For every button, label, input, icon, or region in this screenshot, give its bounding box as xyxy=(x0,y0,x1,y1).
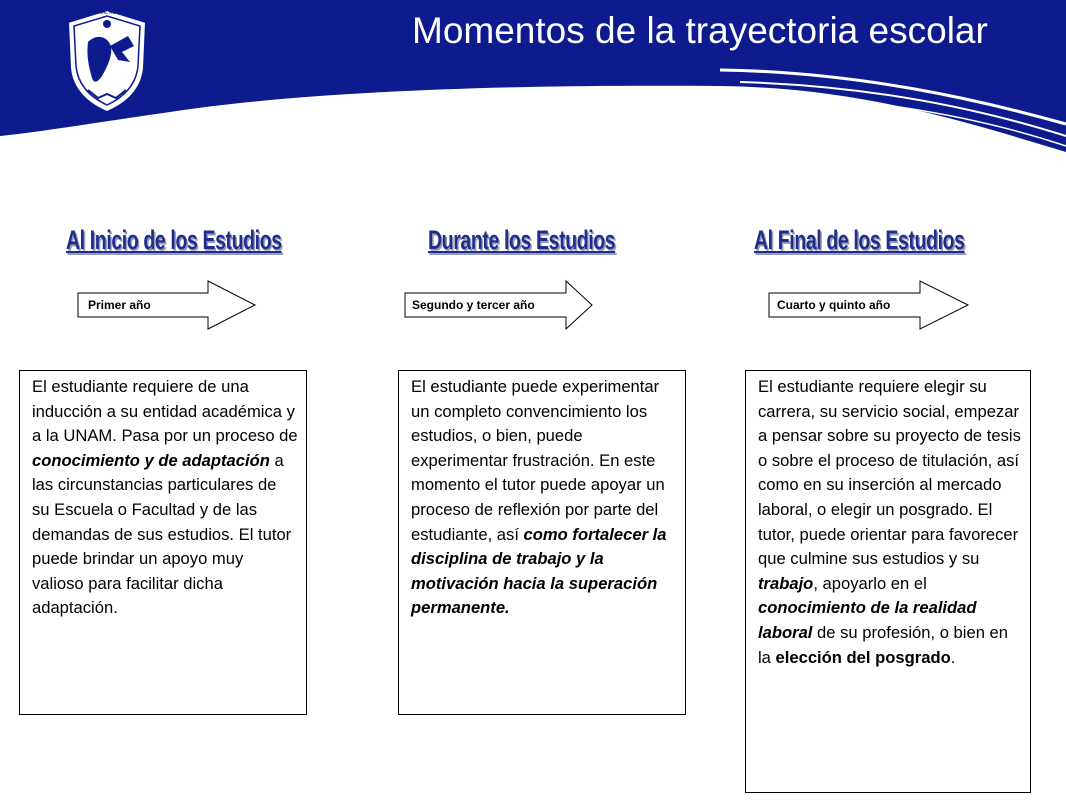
stage-heading-durante: Durante los Estudios xyxy=(428,225,616,255)
description-segment: elección del posgrado xyxy=(775,647,951,667)
description-box-inicio xyxy=(19,370,307,715)
description-segment: , apoyarlo en el xyxy=(813,573,927,593)
description-text xyxy=(32,375,298,621)
description-segment: conocimiento de la realidad laboral xyxy=(758,598,977,642)
description-segment: conocimiento y de adaptación xyxy=(32,450,270,470)
description-segment: El estudiante puede experimentar un completo convencimiento los estudios, o bien, puede experimentar frustración. En este momento el tutor puede apoyar un proceso de reflexión por parte del estudiante, así xyxy=(411,377,665,544)
description-segment: El estudiante requiere elegir su carrera, su servicio social, empezar a pensar sobre su proyecto de tesis o sobre el proceso de titulación, así como en su inserción al mercado laboral, o elegir un posgrado. El tutor, puede orientar para favorecer que culmine sus estudios y su xyxy=(758,377,1021,569)
stage-heading-final: Al Final de los Estudios xyxy=(754,225,965,255)
crest-motto: UNIVERSIDAD NACIONAL AUTÓNOMA DE MÉXICO xyxy=(46,10,168,16)
description-segment: El estudiante requiere de una inducción a su entidad académica y a la UNAM. Pasa por un proceso de xyxy=(32,377,298,446)
description-box-final xyxy=(745,370,1031,793)
description-segment: de su profesión, o bien en la xyxy=(758,622,1008,667)
stage-heading-inicio: Al Inicio de los Estudios xyxy=(66,225,282,255)
arrow-label-segundo: Segundo y tercer año xyxy=(412,298,535,312)
description-text xyxy=(411,375,677,621)
unam-crest-logo xyxy=(46,6,168,116)
description-text xyxy=(758,375,1022,670)
description-segment: . xyxy=(950,647,956,667)
arrow-label-primer: Primer año xyxy=(88,298,151,312)
description-segment: como fortalecer la disciplina de trabajo y la motivación hacia la superación permanente. xyxy=(411,524,667,618)
description-segment: trabajo xyxy=(758,573,814,593)
description-box-durante xyxy=(398,370,686,715)
description-segment: a las circunstancias particulares de su Escuela o Facultad y de las demandas de sus estudios. El tutor puede brindar un apoyo muy valioso para facilitar dicha adaptación. xyxy=(32,450,292,618)
arrow-label-cuarto: Cuarto y quinto año xyxy=(777,298,891,312)
page-title: Momentos de la trayectoria escolar xyxy=(412,10,988,51)
